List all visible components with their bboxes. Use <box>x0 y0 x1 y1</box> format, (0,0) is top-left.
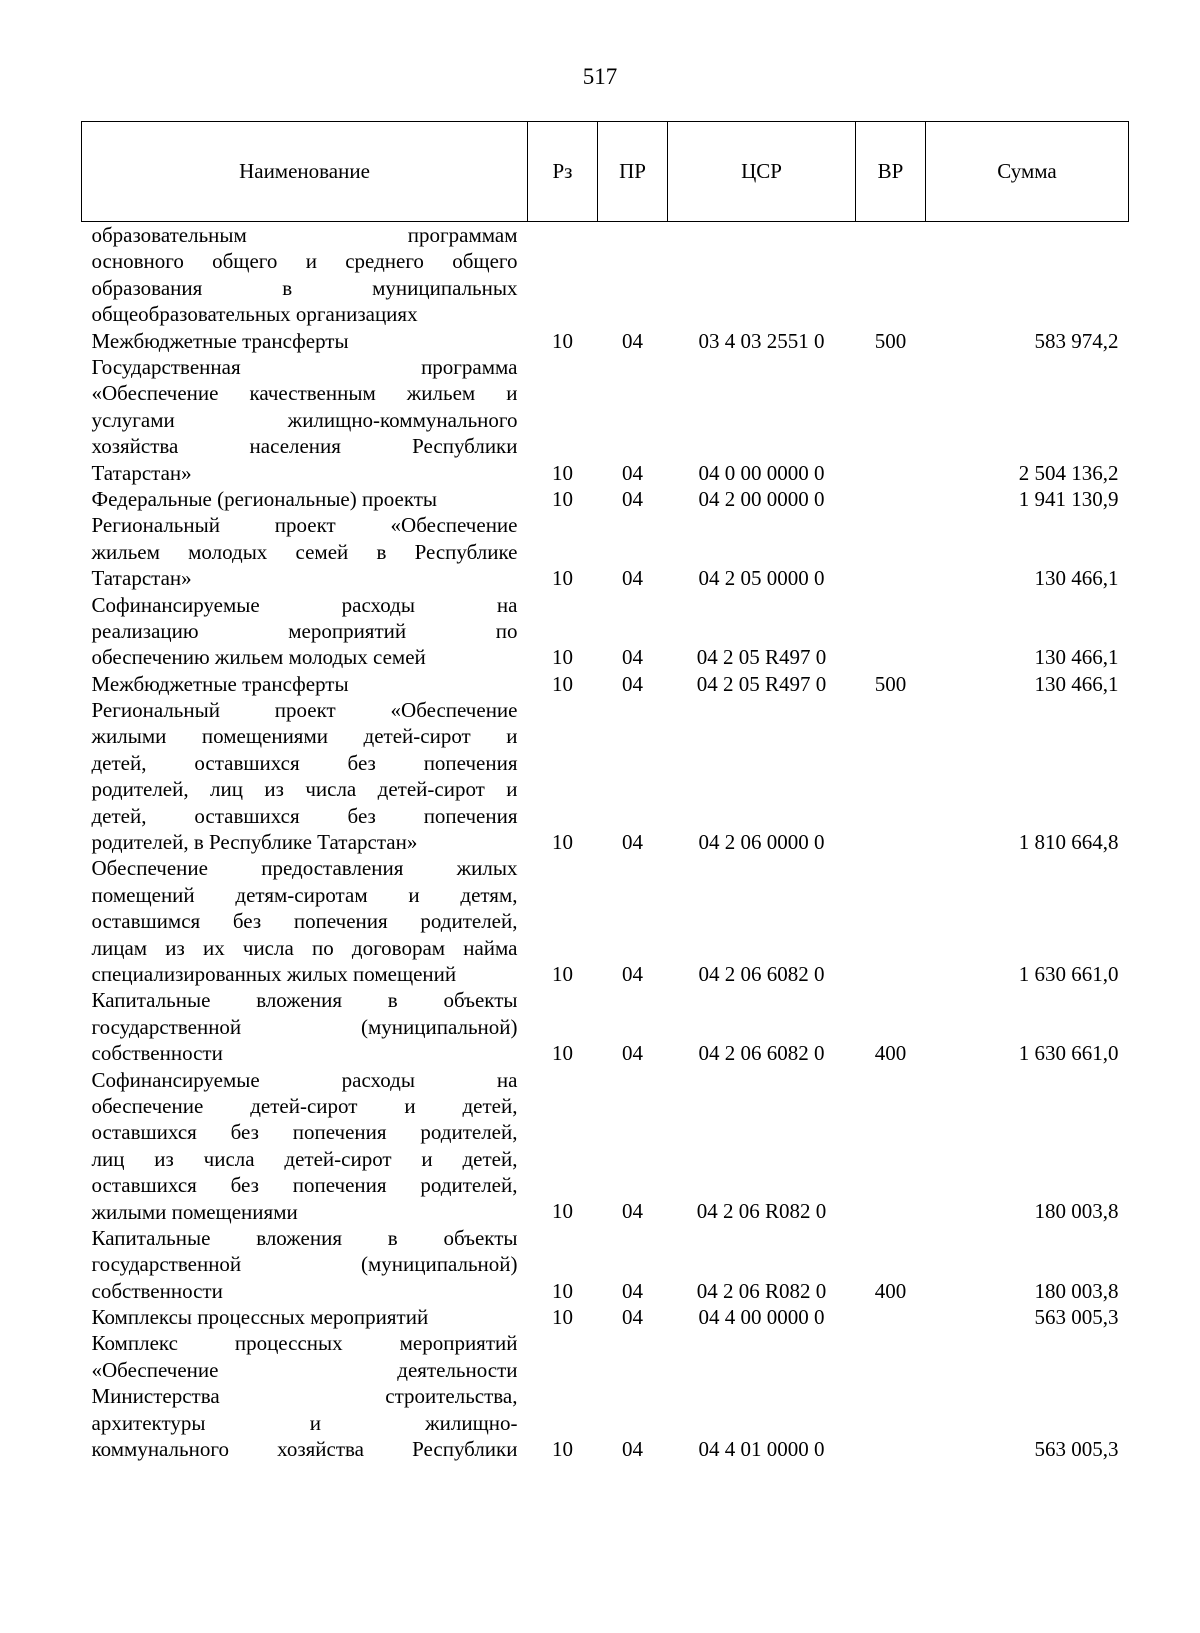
row-csr: 04 2 05 0000 0 <box>698 566 825 591</box>
row-rz: 10 <box>552 645 573 670</box>
row-csr: 04 2 05 R497 0 <box>696 645 827 670</box>
row-name-line: Комплекс процессных мероприятий <box>91 1331 518 1356</box>
row-vr <box>856 1067 926 1225</box>
row-name-line: родителей, лиц из числа детей-сирот и <box>91 777 518 802</box>
row-name-line: Софинансируемые расходы на <box>91 592 518 617</box>
row-name-line: государственной (муниципальной) <box>91 1252 518 1277</box>
row-name-line: Региональный проект «Обеспечение <box>91 513 518 538</box>
page-number: 517 <box>582 64 618 89</box>
row-csr: 04 2 06 6082 0 <box>698 1041 825 1066</box>
row-sum: 180 003,8 <box>1034 1199 1119 1224</box>
header-rz: Рз <box>528 122 598 222</box>
row-csr: 04 2 05 R497 0 <box>696 671 827 696</box>
table-row <box>82 328 1129 354</box>
row-rz: 10 <box>552 671 573 696</box>
row-sum <box>926 222 1129 328</box>
row-name-line: Капитальные вложения в объекты <box>91 1225 518 1250</box>
table-row <box>82 354 1129 486</box>
row-name <box>82 1330 528 1462</box>
row-name-line: Государственная программа <box>91 354 518 379</box>
row-vr <box>856 486 926 512</box>
row-sum: 1 810 664,8 <box>1018 830 1119 855</box>
row-name-line: обеспечению жильем молодых семей <box>91 645 426 670</box>
row-csr: 04 4 01 0000 0 <box>698 1437 825 1462</box>
row-name-line: общеобразовательных организациях <box>91 302 418 327</box>
row-name-line: Капитальные вложения в объекты <box>91 988 518 1013</box>
row-name-line: оставшихся без попечения родителей, <box>91 1120 518 1145</box>
row-name-line: образования в муниципальных <box>91 275 518 300</box>
row-rz: 10 <box>552 961 573 986</box>
row-name <box>82 354 528 486</box>
row-name <box>82 1304 528 1330</box>
row-rz: 10 <box>552 566 573 591</box>
row-vr <box>856 855 926 987</box>
row-name-line: детей, оставшихся без попечения <box>91 750 518 775</box>
row-rz: 10 <box>552 486 573 511</box>
row-name <box>82 1225 528 1304</box>
row-csr: 04 2 06 R082 0 <box>696 1199 827 1224</box>
table-row <box>82 512 1129 591</box>
row-vr: 500 <box>874 671 907 696</box>
table-row <box>82 671 1129 697</box>
row-pr: 04 <box>622 1437 643 1462</box>
row-pr <box>598 222 668 328</box>
table-row <box>82 855 1129 987</box>
row-csr: 04 2 00 0000 0 <box>698 486 825 511</box>
row-pr: 04 <box>622 1305 643 1330</box>
table-row <box>82 697 1129 855</box>
row-vr: 400 <box>874 1278 907 1303</box>
row-name-line: Межбюджетные трансферты <box>91 671 349 696</box>
row-name-line: Обеспечение предоставления жилых <box>91 856 518 881</box>
header-pr: ПР <box>598 122 668 222</box>
row-name-line: собственности <box>91 1278 223 1303</box>
row-name <box>82 486 528 512</box>
row-rz: 10 <box>552 830 573 855</box>
row-vr <box>856 354 926 486</box>
row-rz: 10 <box>552 1278 573 1303</box>
row-sum: 563 005,3 <box>1034 1305 1119 1330</box>
row-name-line: родителей, в Республике Татарстан» <box>91 830 418 855</box>
table-body <box>82 222 1129 1463</box>
row-name-line: Татарстан» <box>91 566 192 591</box>
table-row <box>82 1225 1129 1304</box>
header-csr: ЦСР <box>668 122 856 222</box>
row-rz: 10 <box>552 1437 573 1462</box>
row-csr <box>668 222 856 328</box>
row-name-line: оставшихся без попечения родителей, <box>91 1173 518 1198</box>
row-vr <box>856 1304 926 1330</box>
row-csr: 04 4 00 0000 0 <box>698 1305 825 1330</box>
table-row <box>82 592 1129 671</box>
row-name-line: услугами жилищно-коммунального <box>91 407 518 432</box>
row-pr: 04 <box>622 328 643 353</box>
row-pr: 04 <box>622 645 643 670</box>
row-rz <box>528 222 598 328</box>
row-vr <box>856 697 926 855</box>
row-rz: 10 <box>552 1041 573 1066</box>
row-pr: 04 <box>622 830 643 855</box>
row-name-line: Региональный проект «Обеспечение <box>91 698 518 723</box>
row-name-line: Татарстан» <box>91 460 192 485</box>
row-name <box>82 222 528 328</box>
row-name-line: специализированных жилых помещений <box>91 961 457 986</box>
row-vr: 500 <box>874 328 907 353</box>
row-rz: 10 <box>552 1305 573 1330</box>
row-vr <box>856 512 926 591</box>
row-name-line: Софинансируемые расходы на <box>91 1067 518 1092</box>
row-vr: 400 <box>874 1041 907 1066</box>
row-name-line: собственности <box>91 1041 223 1066</box>
table-row <box>82 486 1129 512</box>
row-vr <box>856 592 926 671</box>
row-pr: 04 <box>622 486 643 511</box>
row-sum: 130 466,1 <box>1034 645 1119 670</box>
row-name-line: государственной (муниципальной) <box>91 1014 518 1039</box>
row-sum: 130 466,1 <box>1034 566 1119 591</box>
row-name-line: обеспечение детей-сирот и детей, <box>91 1093 518 1118</box>
row-name-line: Межбюджетные трансферты <box>91 328 349 353</box>
row-name-line: лиц из числа детей-сирот и детей, <box>91 1146 518 1171</box>
row-rz: 10 <box>552 328 573 353</box>
row-name-line: основного общего и среднего общего <box>91 249 518 274</box>
table-header-row <box>82 122 1129 222</box>
budget-table <box>81 121 1128 1462</box>
table-row <box>82 222 1129 328</box>
table-row <box>82 1067 1129 1225</box>
row-name <box>82 328 528 354</box>
row-csr: 04 0 00 0000 0 <box>698 460 825 485</box>
row-name-line: образовательным программам <box>91 223 518 247</box>
row-pr: 04 <box>622 671 643 696</box>
row-name-line: коммунального хозяйства Республики <box>91 1437 518 1462</box>
row-sum: 1 630 661,0 <box>1018 1041 1119 1066</box>
row-sum: 1 941 130,9 <box>1018 486 1119 511</box>
row-name-line: жильем молодых семей в Республике <box>91 539 518 564</box>
row-name-line: жилыми помещениями <box>91 1199 298 1224</box>
row-sum: 583 974,2 <box>1034 328 1119 353</box>
row-pr: 04 <box>622 566 643 591</box>
row-sum: 2 504 136,2 <box>1018 460 1119 485</box>
row-name-line: архитектуры и жилищно- <box>91 1410 518 1435</box>
row-sum: 130 466,1 <box>1034 671 1119 696</box>
table-row <box>82 987 1129 1066</box>
row-name <box>82 697 528 855</box>
table-row <box>82 1304 1129 1330</box>
row-csr: 03 4 03 2551 0 <box>698 328 825 353</box>
row-sum: 180 003,8 <box>1034 1278 1119 1303</box>
header-vr: ВР <box>856 122 926 222</box>
header-sum: Сумма <box>926 122 1129 222</box>
row-name <box>82 855 528 987</box>
row-csr: 04 2 06 6082 0 <box>698 961 825 986</box>
row-name-line: Комплексы процессных мероприятий <box>91 1305 429 1330</box>
row-rz: 10 <box>552 1199 573 1224</box>
row-name-line: «Обеспечение деятельности <box>91 1357 518 1382</box>
header-name: Наименование <box>82 122 528 222</box>
row-csr: 04 2 06 R082 0 <box>696 1278 827 1303</box>
row-pr: 04 <box>622 1041 643 1066</box>
row-sum: 1 630 661,0 <box>1018 961 1119 986</box>
row-pr: 04 <box>622 1278 643 1303</box>
row-name <box>82 512 528 591</box>
row-name <box>82 592 528 671</box>
row-sum: 563 005,3 <box>1034 1437 1119 1462</box>
row-rz: 10 <box>552 460 573 485</box>
row-name <box>82 987 528 1066</box>
table-row <box>82 1330 1129 1462</box>
row-vr <box>856 1330 926 1462</box>
row-name-line: хозяйства населения Республики <box>91 434 518 459</box>
row-name-line: Министерства строительства, <box>91 1384 518 1409</box>
row-name-line: реализацию мероприятий по <box>91 618 518 643</box>
row-name <box>82 671 528 697</box>
row-name <box>82 1067 528 1225</box>
row-pr: 04 <box>622 460 643 485</box>
row-csr: 04 2 06 0000 0 <box>698 830 825 855</box>
row-name-line: лицам из их числа по договорам найма <box>91 935 518 960</box>
row-vr <box>856 222 926 328</box>
row-pr: 04 <box>622 1199 643 1224</box>
row-name-line: детей, оставшихся без попечения <box>91 803 518 828</box>
row-name-line: помещений детям-сиротам и детям, <box>91 882 518 907</box>
row-name-line: оставшимся без попечения родителей, <box>91 909 518 934</box>
row-pr: 04 <box>622 961 643 986</box>
row-name-line: «Обеспечение качественным жильем и <box>91 381 518 406</box>
row-name-line: жилыми помещениями детей-сирот и <box>91 724 518 749</box>
row-name-line: Федеральные (региональные) проекты <box>91 486 438 511</box>
